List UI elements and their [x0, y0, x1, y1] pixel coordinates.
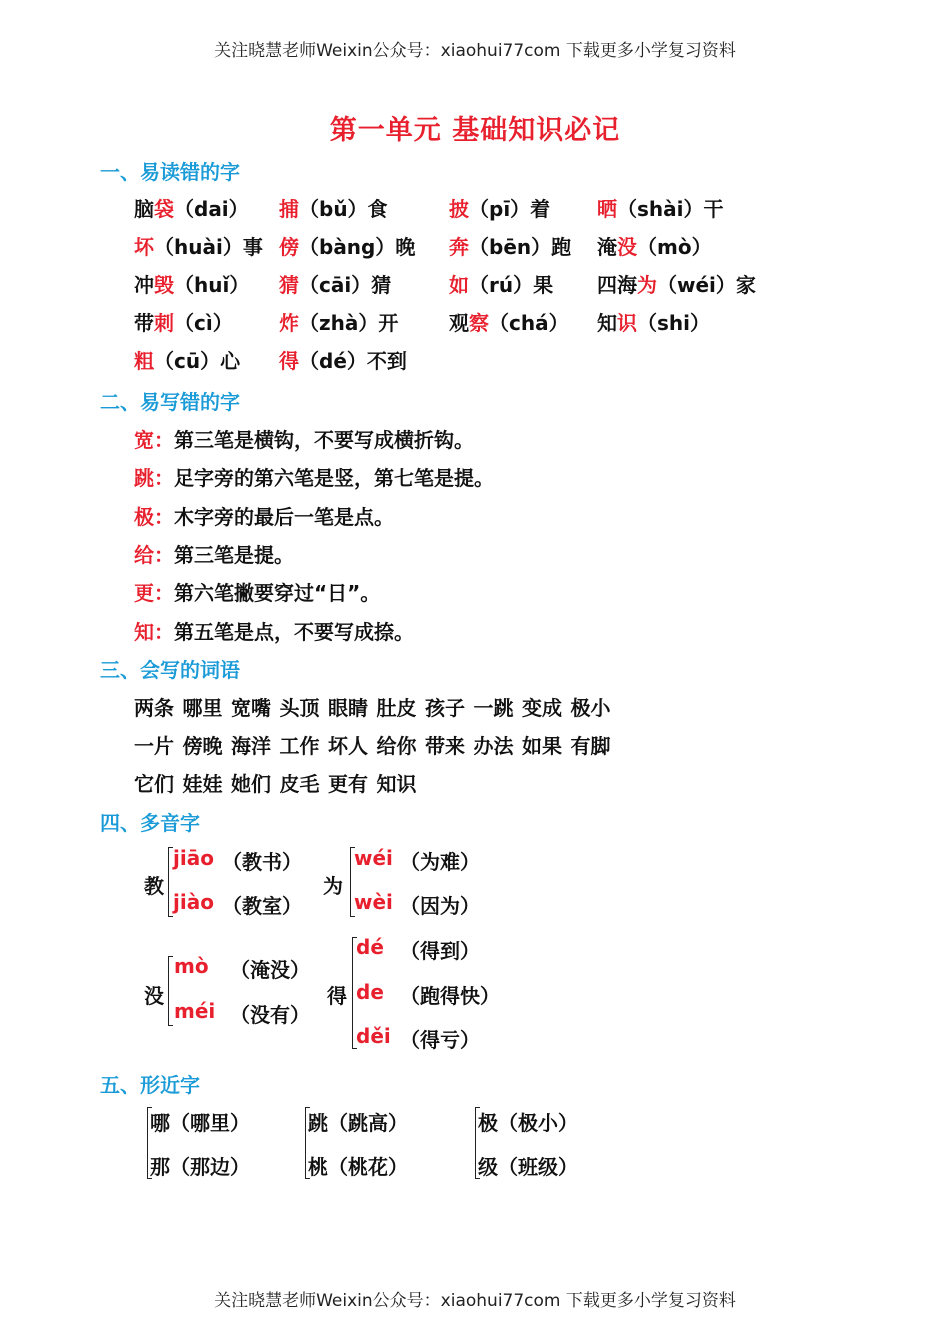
misread-item: [449, 307, 569, 336]
word-line: [134, 692, 619, 721]
word-item: 哪里: [182, 696, 223, 720]
word-item: 有脚: [570, 734, 611, 758]
pinyin-reading: （dé）不到: [299, 349, 407, 373]
word-item: 极小: [570, 696, 611, 720]
page-footer: 关注晓慧老师Weixin公众号：xiaohui77com 下载更多小学复习资料: [214, 1291, 736, 1311]
misread-item: [279, 345, 407, 374]
misread-item: [279, 193, 388, 222]
section-heading-3: 三、会写的词语: [100, 658, 240, 682]
polyphone-char: 教: [144, 874, 164, 898]
word-item: 给你: [376, 734, 417, 758]
rule-text: 第六笔撇要穿过“日”。: [174, 581, 381, 606]
highlight-char: 奔: [449, 235, 469, 259]
similar-char-item: 哪（哪里）: [150, 1111, 250, 1135]
pinyin-reading: （cū）心: [154, 349, 241, 373]
pinyin-reading: （mò）: [637, 235, 712, 259]
word-item: 娃娃: [182, 772, 223, 796]
rule-text: 第三笔是提。: [174, 542, 294, 567]
word-item: 宽嘴: [231, 696, 271, 720]
pinyin-reading: （chá）: [489, 311, 569, 335]
polyphone-pinyin: děi: [356, 1024, 391, 1048]
polyphone-pinyin: de: [356, 980, 384, 1004]
word-item: 海洋: [231, 734, 271, 758]
highlight-char: 捕: [279, 197, 299, 221]
word-item: 办法: [473, 734, 514, 758]
highlight-char: 披: [449, 197, 469, 221]
word-item: 坏人: [328, 734, 368, 758]
similar-char-item: 级（班级）: [478, 1155, 578, 1179]
pinyin-reading: （zhà）开: [299, 311, 399, 335]
word-item: 带来: [425, 734, 465, 758]
misread-item: [597, 231, 712, 260]
pinyin-reading: （cì）: [174, 311, 233, 335]
polyphone-pinyin: wèi: [354, 890, 393, 914]
stroke-rule-item: [134, 462, 494, 491]
misread-item: [279, 269, 391, 298]
polyphone-word: （没有）: [230, 1003, 310, 1027]
highlight-char: 刺: [154, 311, 174, 335]
misread-item: [279, 307, 398, 336]
highlight-char: 炸: [279, 311, 299, 335]
highlight-char: 没: [617, 235, 637, 259]
item-prefix: 四海: [597, 273, 637, 297]
pinyin-reading: （shài）干: [617, 197, 724, 221]
word-item: 变成: [522, 696, 562, 720]
stroke-rule-item: [134, 539, 294, 568]
section-heading-4: 四、多音字: [100, 811, 200, 835]
highlight-char: 察: [469, 311, 489, 335]
highlight-char: 为: [637, 273, 657, 297]
section-heading-1: 一、易读错的字: [100, 160, 240, 184]
item-prefix: 脑: [134, 197, 154, 221]
highlight-char: 如: [449, 273, 469, 297]
pinyin-reading: （wéi）家: [657, 273, 756, 297]
word-item: 一跳: [473, 696, 514, 720]
misread-item: [449, 231, 571, 260]
pinyin-reading: （bēn）跑: [469, 235, 572, 259]
rule-char: 极：: [134, 504, 174, 529]
word-item: 她们: [231, 772, 271, 796]
misread-item: [449, 193, 550, 222]
polyphone-word: （得亏）: [400, 1028, 480, 1052]
word-item: 它们: [134, 772, 174, 796]
polyphone-word: （淹没）: [230, 958, 310, 982]
item-prefix: 带: [134, 311, 154, 335]
item-prefix: 冲: [134, 273, 154, 297]
polyphone-pinyin: dé: [356, 935, 384, 959]
highlight-char: 袋: [154, 197, 174, 221]
section-heading-5: 五、形近字: [100, 1073, 200, 1097]
similar-char-item: 极（极小）: [478, 1111, 578, 1135]
misread-item: [134, 193, 249, 222]
similar-char-item: 那（那边）: [150, 1155, 250, 1179]
highlight-char: 粗: [134, 349, 154, 373]
stroke-rule-item: [134, 616, 414, 645]
misread-item: [134, 231, 263, 260]
word-item: 如果: [522, 734, 562, 758]
rule-char: 更：: [134, 581, 174, 606]
misread-item: [597, 307, 710, 336]
polyphone-pinyin: jiāo: [173, 846, 214, 870]
brace: [168, 956, 173, 1026]
word-item: 傍晚: [182, 734, 223, 758]
word-item: 眼睛: [328, 696, 368, 720]
misread-item: [134, 307, 233, 336]
pinyin-reading: （huǐ）: [174, 273, 250, 297]
highlight-char: 得: [279, 349, 299, 373]
polyphone-word: （教书）: [222, 850, 302, 874]
word-item: 两条: [134, 696, 174, 720]
polyphone-char: 得: [327, 984, 347, 1008]
word-item: 知识: [376, 772, 417, 796]
word-item: 肚皮: [376, 696, 417, 720]
rule-char: 知：: [134, 619, 174, 644]
rule-char: 宽：: [134, 428, 174, 452]
rule-text: 木字旁的最后一笔是点。: [174, 504, 394, 529]
polyphone-char: 为: [323, 874, 343, 898]
polyphone-pinyin: mò: [174, 954, 209, 978]
page-title: 第一单元 基础知识必记: [329, 115, 621, 146]
pinyin-reading: （bǔ）食: [299, 197, 388, 221]
polyphone-pinyin: méi: [174, 999, 216, 1023]
misread-item: [597, 269, 756, 298]
pinyin-reading: （pī）着: [469, 197, 551, 221]
word-item: 工作: [279, 734, 320, 758]
page-header: 关注晓慧老师Weixin公众号：xiaohui77com 下载更多小学复习资料: [214, 41, 736, 61]
item-prefix: 观: [449, 311, 469, 335]
rule-text: 足字旁的第六笔是竖，第七笔是提。: [174, 466, 494, 491]
pinyin-reading: （bàng）晚: [299, 235, 416, 259]
word-item: 头顶: [279, 696, 320, 720]
highlight-char: 坏: [134, 235, 154, 259]
word-line: [134, 768, 425, 797]
polyphone-pinyin: jiào: [173, 890, 214, 914]
pinyin-reading: （cāi）猜: [299, 273, 392, 297]
polyphone-word: （教室）: [222, 894, 302, 918]
stroke-rule-item: [134, 424, 474, 453]
misread-item: [134, 269, 249, 298]
rule-text: 第五笔是点，不要写成捺。: [174, 619, 414, 644]
polyphone-pinyin: wéi: [354, 846, 393, 870]
misread-item: [279, 231, 415, 260]
item-prefix: 知: [597, 311, 617, 335]
misread-item: [597, 193, 724, 222]
pinyin-reading: （shi）: [637, 311, 710, 335]
misread-item: [134, 345, 240, 374]
highlight-char: 傍: [279, 235, 299, 259]
rule-char: 给：: [134, 542, 174, 567]
item-prefix: 淹: [597, 235, 617, 259]
stroke-rule-item: [134, 577, 380, 606]
polyphone-word: （因为）: [400, 894, 480, 918]
polyphone-word: （得到）: [400, 939, 480, 963]
polyphone-char: 没: [144, 984, 164, 1008]
pinyin-reading: （dai）: [174, 197, 249, 221]
misread-item: [449, 269, 553, 298]
word-item: 孩子: [425, 696, 465, 720]
pinyin-reading: （rú）果: [469, 273, 554, 297]
pinyin-reading: （huài）事: [154, 235, 263, 259]
polyphone-word: （跑得快）: [400, 984, 500, 1008]
rule-text: 第三笔是横钩，不要写成横折钩。: [174, 428, 474, 452]
highlight-char: 晒: [597, 197, 617, 221]
section-heading-2: 二、易写错的字: [100, 390, 240, 414]
stroke-rule-item: [134, 501, 394, 530]
rule-char: 跳：: [134, 466, 174, 491]
similar-char-item: 桃（桃花）: [308, 1155, 408, 1179]
word-line: [134, 730, 619, 759]
highlight-char: 猜: [279, 273, 299, 297]
polyphone-word: （为难）: [400, 850, 480, 874]
highlight-char: 毁: [154, 273, 174, 297]
word-item: 一片: [134, 734, 174, 758]
highlight-char: 识: [617, 311, 637, 335]
word-item: 更有: [328, 772, 368, 796]
similar-char-item: 跳（跳高）: [308, 1111, 408, 1135]
word-item: 皮毛: [279, 772, 320, 796]
